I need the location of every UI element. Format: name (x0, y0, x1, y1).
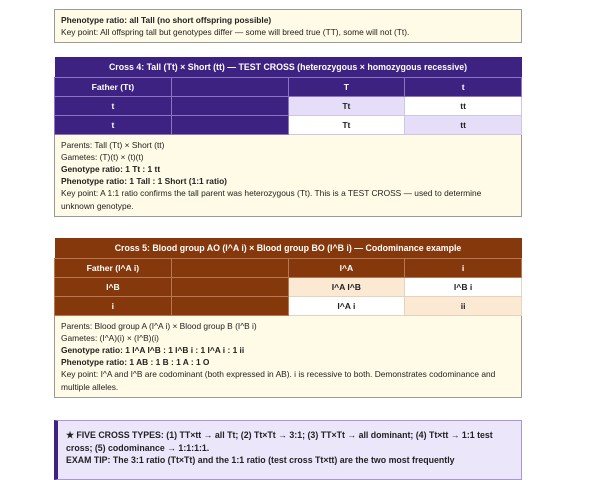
cross-5-info-box (54, 316, 522, 398)
five-cross-types: ★ FIVE CROSS TYPES: (1) TT×tt → all Tt; (2) Tt×Tt → 3:1; (3) TT×Tt → all dominant; (4) Tt×tt → 1:1 test cross; (5) codominance → 1:1:1:1. (66, 430, 493, 453)
row-header-cell: t (55, 115, 172, 134)
row-header-cell: i (55, 296, 172, 315)
offspring-cell: tt (405, 115, 522, 134)
table-row (55, 296, 522, 315)
header-cell: Father (I^A i) (55, 258, 172, 277)
key-point: Key point: I^A and I^B are codominant (both expressed in AB). i is recessive to both. Demonstrates codominance and multiple alleles. (61, 369, 496, 392)
key-point: Key point: All offspring tall but genotypes differ — some will breed true (TT), some will not (Tt). (61, 27, 410, 38)
row-blank-cell (171, 277, 288, 296)
row-blank-cell (171, 115, 288, 134)
offspring-cell: Tt (288, 115, 405, 134)
row-blank-cell (171, 296, 288, 315)
phenotype-ratio: Phenotype ratio: all Tall (no short offspring possible) (61, 15, 272, 25)
header-cell: Father (Tt) (55, 77, 172, 96)
cross-4-info-box (54, 135, 522, 217)
table-row (55, 277, 522, 296)
previous-cross-info-box (54, 9, 522, 43)
offspring-cell: I^B i (405, 277, 522, 296)
offspring-cell: I^A i (288, 296, 405, 315)
cross-4-section (54, 57, 522, 217)
header-cell: T (288, 77, 405, 96)
row-header-cell: t (55, 96, 172, 115)
cross-4-punnett-table (54, 57, 522, 135)
phenotype-ratio: Phenotype ratio: 1 Tall : 1 Short (1:1 ratio) (61, 176, 227, 187)
row-blank-cell (171, 96, 288, 115)
gametes-line: Gametes: (T)(t) × (t)(t) (61, 151, 144, 162)
row-header-cell: I^B (55, 277, 172, 296)
offspring-cell: Tt (288, 96, 405, 115)
header-cell: i (405, 258, 522, 277)
parents-line: Parents: Tall (Tt) × Short (tt) (61, 139, 165, 150)
table-row (55, 115, 522, 134)
table-header-row (55, 77, 522, 96)
parents-line: Parents: Blood group A (I^A i) × Blood group B (I^B i) (61, 320, 257, 331)
key-point: Key point: A 1:1 ratio confirms the tall parent was heterozygous (Tt). This is a TEST CROSS — used to determine unknown genotype. (61, 188, 482, 211)
offspring-cell: I^A I^B (288, 277, 405, 296)
table-header-row (55, 258, 522, 277)
table-row (55, 96, 522, 115)
offspring-cell: ii (405, 296, 522, 315)
offspring-cell: tt (405, 96, 522, 115)
header-cell (171, 77, 288, 96)
cross-5-section (54, 238, 522, 398)
header-cell (171, 258, 288, 277)
cross-5-title: Cross 5: Blood group AO (I^A i) × Blood group BO (I^B i) — Codominance example (55, 238, 522, 258)
exam-tip: EXAM TIP: The 3:1 ratio (Tt×Tt) and the 1:1 ratio (test cross Tt×tt) are the two most frequently (66, 455, 455, 465)
genotype-ratio: Genotype ratio: 1 Tt : 1 tt (61, 163, 161, 174)
header-cell: t (405, 77, 522, 96)
genotype-ratio: Genotype ratio: 1 I^A I^B : 1 I^B i : 1 I^A i : 1 ii (61, 344, 245, 355)
cross-5-punnett-table (54, 238, 522, 316)
gametes-line: Gametes: (I^A)(i) × (I^B)(i) (61, 332, 159, 343)
cross-4-title: Cross 4: Tall (Tt) × Short (tt) — TEST CROSS (heterozygous × homozygous recessive) (55, 57, 522, 77)
summary-callout (54, 420, 522, 480)
phenotype-ratio: Phenotype ratio: 1 AB : 1 B : 1 A : 1 O (61, 357, 210, 368)
header-cell: I^A (288, 258, 405, 277)
